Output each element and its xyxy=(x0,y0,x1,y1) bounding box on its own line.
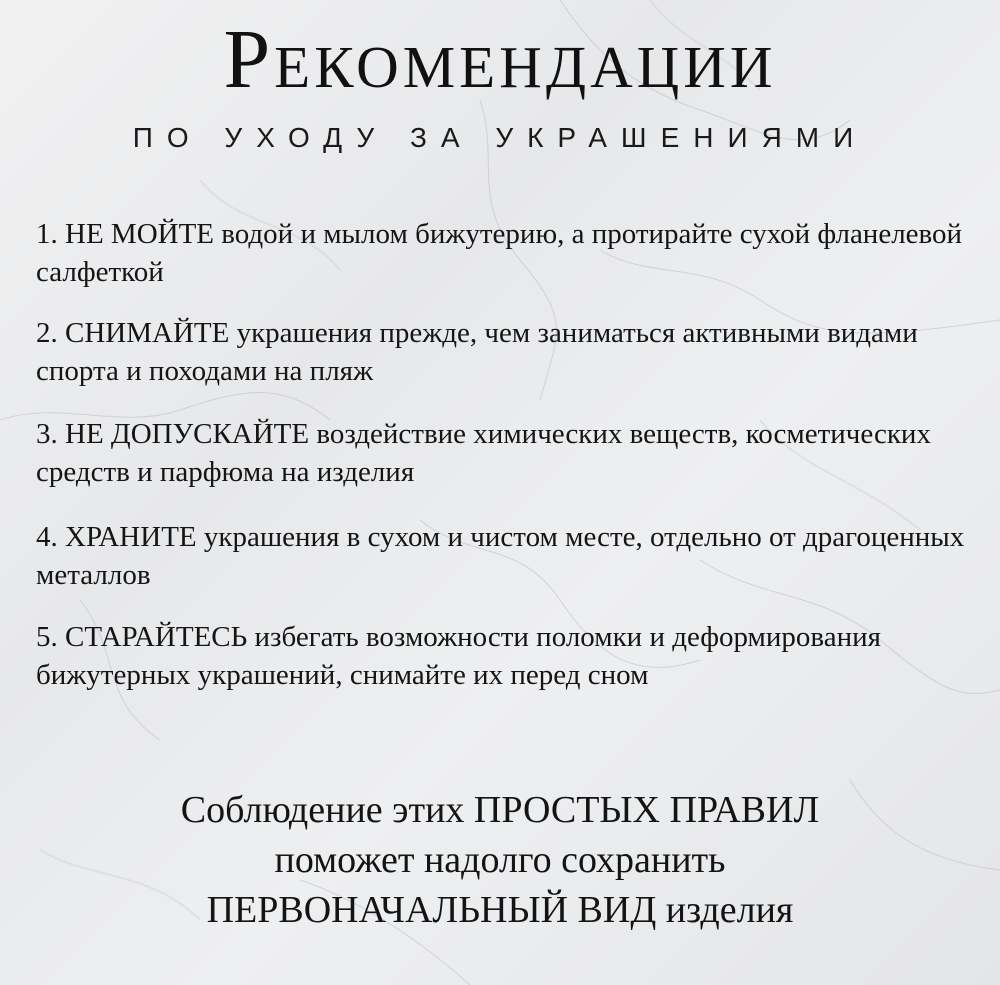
care-rule-5: 5. СТАРАЙТЕСЬ избегать возможности поломки и деформирования бижутерных украшений, снимайте их перед сном xyxy=(36,621,881,691)
closing-note-line-1: Соблюдение этих ПРОСТЫХ ПРАВИЛ xyxy=(180,789,820,831)
care-rule-3: 3. НЕ ДОПУСКАЙТЕ воздействие химических веществ, косметических средств и парфюма на изделия xyxy=(36,418,931,488)
closing-note xyxy=(0,785,1000,935)
care-rule-1: 1. НЕ МОЙТЕ водой и мылом бижутерию, а протирайте сухой фланелевой салфеткой xyxy=(36,218,963,288)
closing-note-line-2: поможет надолго сохранить xyxy=(274,839,726,881)
page-subtitle: ПО УХОДУ ЗА УКРАШЕНИЯМИ xyxy=(132,122,868,153)
closing-note-line-3: ПЕРВОНАЧАЛЬНЫЙ ВИД изделия xyxy=(206,889,794,931)
page-title: Рекомендации xyxy=(223,13,777,106)
care-rule-2: 2. СНИМАЙТЕ украшения прежде, чем заниматься активными видами спорта и походами на пляж xyxy=(36,317,918,387)
care-rule-4: 4. ХРАНИТЕ украшения в сухом и чистом месте, отдельно от драгоценных металлов xyxy=(36,521,965,591)
